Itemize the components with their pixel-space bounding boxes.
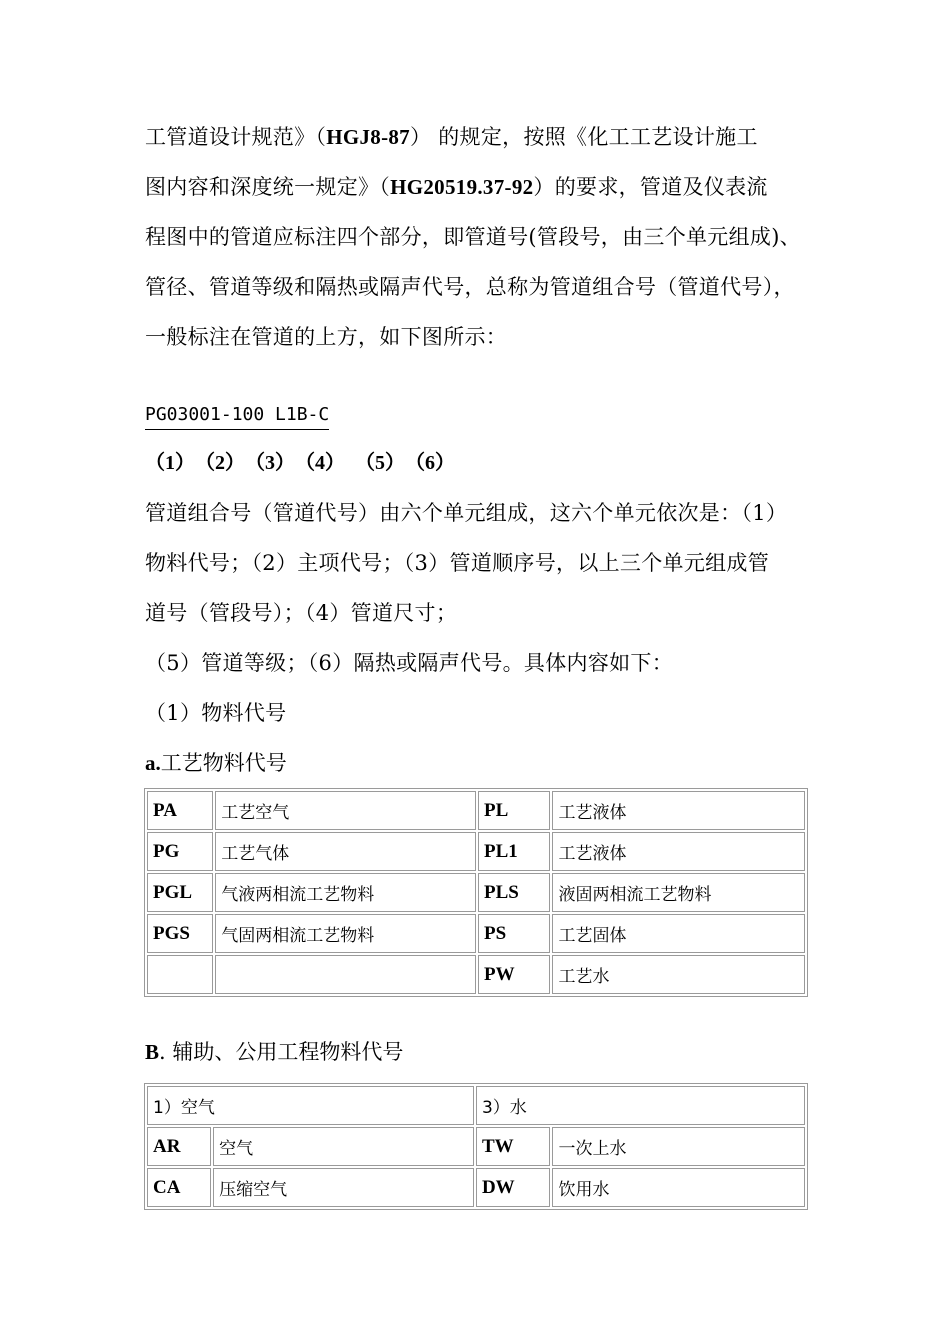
material-code: PW [478, 955, 550, 994]
section-a-lead: a. [145, 751, 161, 775]
intro-line-5: 一般标注在管道的上方，如下图所示： [145, 325, 508, 349]
process-material-table [144, 788, 808, 997]
material-name [215, 955, 476, 994]
material-code: PGL [147, 873, 213, 912]
material-code: PL1 [478, 832, 550, 871]
table-row [147, 1127, 805, 1166]
material-code: PGS [147, 914, 213, 953]
table-row [147, 873, 805, 912]
material-code: AR [147, 1127, 211, 1166]
material-code: CA [147, 1168, 211, 1207]
document-page [145, 112, 810, 1210]
material-name: 空气 [213, 1127, 474, 1166]
pipe-code-example: PG03001-100 L1B-C [145, 402, 329, 430]
material-name: 工艺空气 [215, 791, 476, 830]
utility-material-table [144, 1083, 808, 1210]
section-b-lead: B [145, 1040, 160, 1064]
explain-line-4: （5）管道等级；（6）隔热或隔声代号。具体内容如下： [145, 651, 674, 675]
material-code: DW [476, 1168, 551, 1207]
material-name: 压缩空气 [213, 1168, 474, 1207]
group-label: 1）空气 [147, 1086, 474, 1125]
material-code: PLS [478, 873, 550, 912]
section-b-title: . 辅助、公用工程物料代号 [159, 1040, 404, 1064]
table-row [147, 1168, 805, 1207]
explain-line-5: （1）物料代号 [145, 701, 287, 725]
material-code: TW [476, 1127, 551, 1166]
material-code: PL [478, 791, 550, 830]
unit-number: （2） [195, 452, 245, 474]
unit-number: （1） [145, 452, 195, 474]
table-row [147, 791, 805, 830]
intro-text: ）的要求，管道及仪表流 [533, 175, 768, 199]
intro-line-2 [145, 162, 810, 212]
table-row [147, 832, 805, 871]
group-label: 3）水 [476, 1086, 805, 1125]
material-name: 液固两相流工艺物料 [552, 873, 805, 912]
section-a-heading [145, 738, 810, 788]
intro-line-3: 程图中的管道应标注四个部分，即管道号(管段号，由三个单元组成)、 [145, 225, 801, 249]
material-code [147, 955, 213, 994]
explain-line-3: 道号（管段号）；（4）管道尺寸； [145, 601, 458, 625]
material-code: PA [147, 791, 213, 830]
section-a-title: 工艺物料代号 [160, 751, 287, 775]
intro-text: 图内容和深度统一规定》（ [145, 175, 391, 199]
material-name: 工艺水 [552, 955, 805, 994]
standard-code: HG20519.37-92 [390, 175, 534, 199]
standard-code: HGJ8-87 [326, 125, 410, 149]
material-name: 气液两相流工艺物料 [215, 873, 476, 912]
unit-number: （6） [405, 452, 455, 474]
material-name: 工艺液体 [552, 832, 805, 871]
table-row [147, 914, 805, 953]
material-name: 气固两相流工艺物料 [215, 914, 476, 953]
explain-line-1: 管道组合号（管道代号）由六个单元组成，这六个单元依次是：（1） [145, 501, 788, 525]
unit-number: （5） [355, 452, 405, 474]
material-name: 一次上水 [552, 1127, 805, 1166]
material-name: 饮用水 [552, 1168, 805, 1207]
table-group-row [147, 1086, 805, 1125]
explain-line-2: 物料代号；（2）主项代号；（3）管道顺序号，以上三个单元组成管 [145, 551, 770, 575]
material-name: 工艺液体 [552, 791, 805, 830]
unit-number: （4） [295, 452, 345, 474]
intro-text: ） 的规定，按照《化工工艺设计施工 [409, 125, 758, 149]
unit-number: （3） [245, 452, 295, 474]
table-row [147, 955, 805, 994]
intro-text: 工管道设计规范》（ [145, 125, 327, 149]
unit-number-row [145, 438, 810, 488]
intro-line-1 [145, 112, 810, 162]
intro-line-4: 管径、管道等级和隔热或隔声代号，总称为管道组合号（管道代号）， [145, 275, 795, 299]
material-code: PS [478, 914, 550, 953]
material-code: PG [147, 832, 213, 871]
material-name: 工艺固体 [552, 914, 805, 953]
section-b-heading [145, 1027, 810, 1077]
material-name: 工艺气体 [215, 832, 476, 871]
